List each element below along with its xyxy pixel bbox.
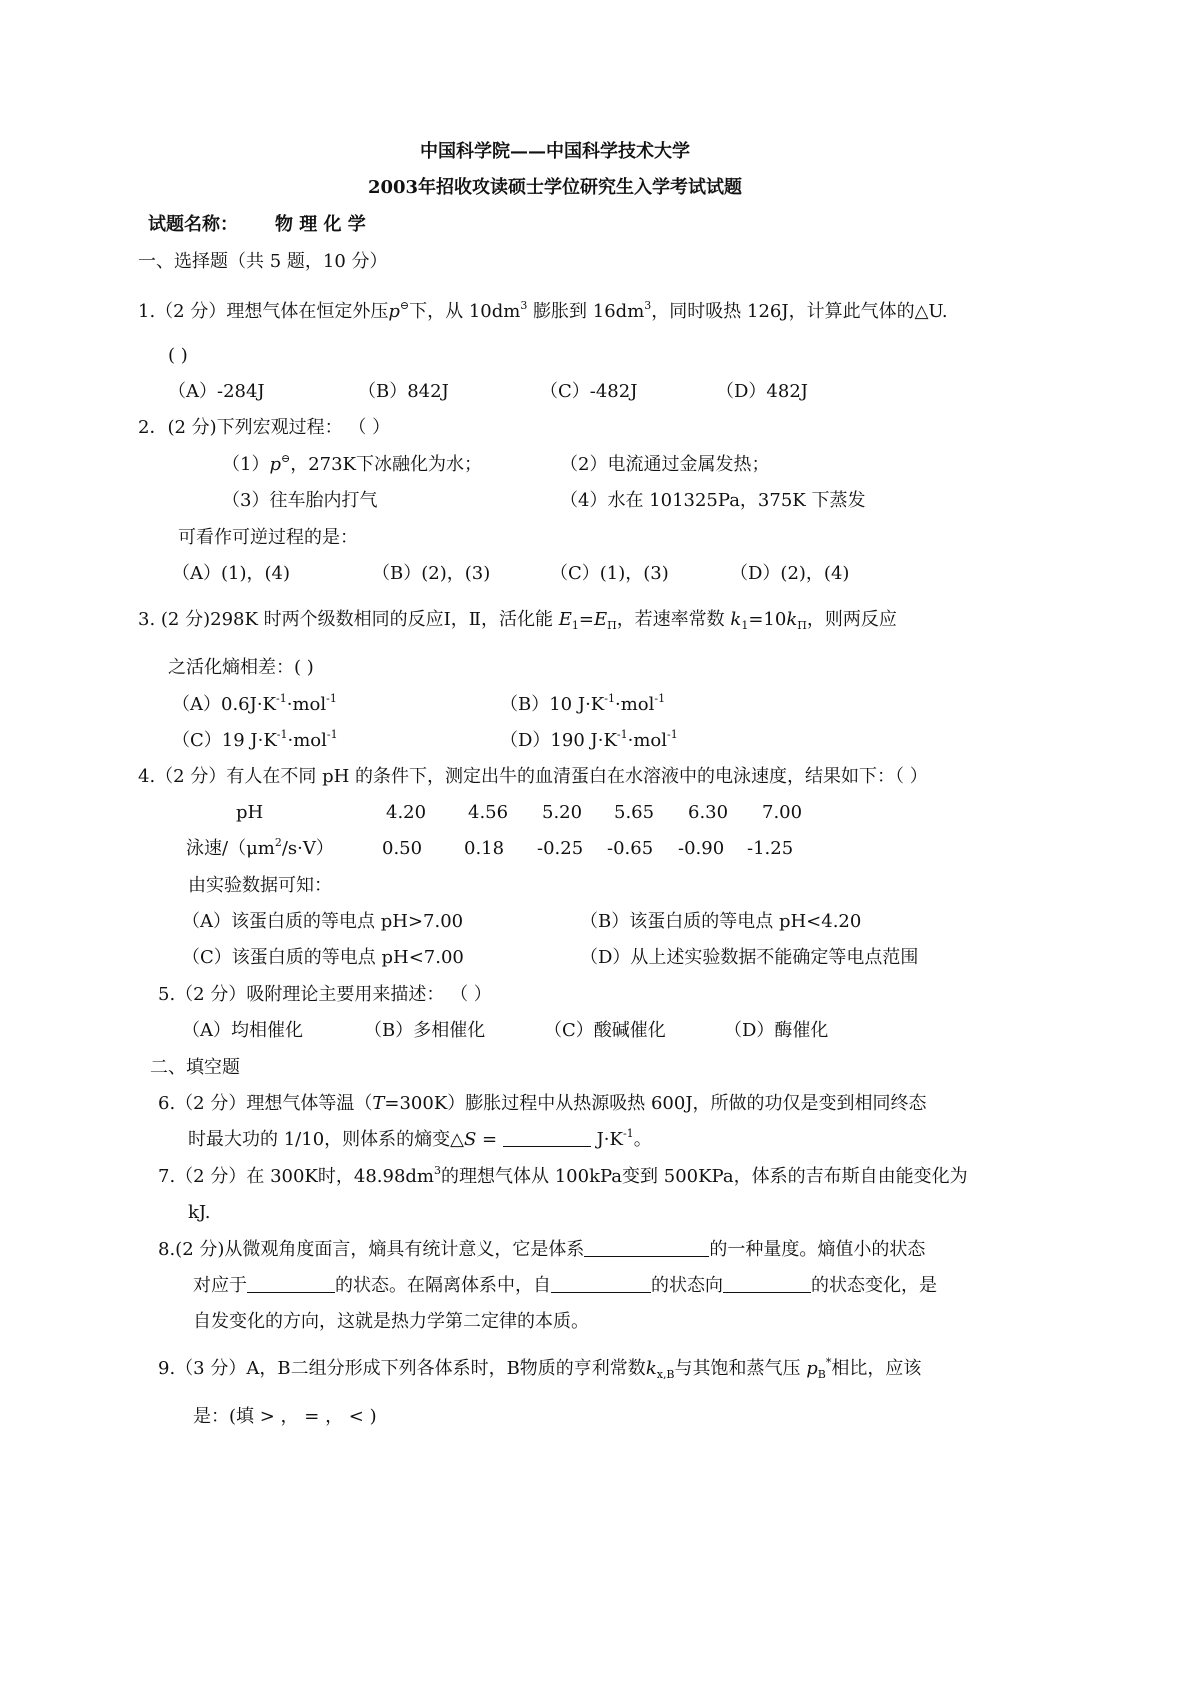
subscript: x,B (656, 1368, 675, 1381)
q4-option-b (580, 910, 861, 934)
q4-ph-value (762, 801, 802, 825)
q5-option-b (364, 1019, 485, 1043)
q3-option-d (500, 729, 678, 753)
text-run: （1） (222, 454, 270, 475)
text-run: （B）(2)，(3) (372, 563, 491, 584)
subscript: Π (797, 619, 807, 632)
q6-line1 (158, 1092, 927, 1116)
text-run: ，则两反应 (806, 609, 897, 630)
text-run: （D）从上述实验数据不能确定等电点范围 (580, 947, 919, 968)
math-symbol: p (806, 1358, 818, 1379)
text-run: （A）(1)，(4) (172, 563, 290, 584)
text-run: 的状态向 (651, 1275, 723, 1296)
q2-option-d (730, 562, 849, 586)
superscript: 2 (274, 836, 282, 849)
text-run: 膨胀到 16dm (527, 301, 645, 322)
q9-line2 (193, 1405, 377, 1429)
q4-velocity-value (678, 837, 724, 861)
q2-prompt (178, 526, 358, 550)
q4-prompt (188, 874, 332, 898)
q4-ph-value (614, 801, 654, 825)
q1-option-c (540, 380, 637, 404)
title-line2: 2003年招收攻读硕士学位研究生入学考试试题 (367, 177, 743, 198)
text-run: 泳速/（μm (186, 838, 275, 859)
text-run: （C）酸碱催化 (544, 1020, 666, 1041)
section1-heading: 一、选择题（共 5 题，10 分） (138, 251, 388, 272)
text-run: （D）190 J·K (500, 730, 617, 751)
text-run: （D）(2)，(4) (730, 563, 850, 584)
subscript: 1 (571, 619, 579, 632)
text-run: 7.00 (762, 802, 803, 823)
text-run: （A）-284J (168, 381, 265, 402)
text-run: （B）多相催化 (364, 1020, 486, 1041)
q3-option-c (172, 729, 338, 753)
q4-option-c (182, 946, 464, 970)
q2-option-a (172, 562, 290, 586)
math-symbol: p (269, 454, 281, 475)
q6-line2 (188, 1128, 652, 1152)
math-symbol: S (463, 1129, 477, 1150)
text-run: -0.90 (678, 838, 725, 859)
text-run: 的理想气体从 100kPa变到 500KPa，体系的吉布斯自由能变化为 (441, 1166, 968, 1187)
q3-stem-cont (168, 656, 314, 680)
q1-stem (138, 300, 948, 324)
superscript: -1 (276, 728, 288, 741)
superscript: -1 (276, 692, 287, 705)
text-run: 的一种量度。熵值小的状态 (709, 1239, 926, 1260)
text-run: ·mol (627, 730, 668, 751)
q4-velocity-value (464, 837, 504, 861)
superscript: * (825, 1356, 832, 1369)
superscript: ⊖ (280, 452, 291, 465)
superscript: 3 (520, 299, 528, 312)
text-run: 4.（2 分）有人在不同 pH 的条件下，测定出牛的血清蛋白在水溶液中的电泳速度，结果如下：（ ） (138, 766, 928, 787)
text-run: （D）482J (716, 381, 809, 402)
q4-option-a (182, 910, 463, 934)
q8-line2 (193, 1274, 937, 1298)
q3-stem (138, 608, 897, 632)
q4-velocity-value (382, 837, 422, 861)
text-run: 的状态。在隔离体系中，自 (335, 1275, 551, 1296)
q4-ph-label (236, 801, 263, 825)
section2-heading: 二、填空题 (150, 1057, 240, 1078)
text-run: -0.65 (607, 838, 654, 859)
text-run: ，同时吸热 126J，计算此气体的△U. (651, 301, 948, 322)
q2-item-3 (222, 489, 377, 513)
text-run: （B）该蛋白质的等电点 pH<4.20 (580, 911, 862, 932)
text-run: （C）该蛋白质的等电点 pH<7.00 (182, 947, 464, 968)
q5-option-d (724, 1019, 828, 1043)
text-run: （C）19 J·K (172, 730, 277, 751)
q4-velocity-label (186, 837, 334, 861)
superscript: -1 (326, 728, 338, 741)
subscript: B (817, 1368, 826, 1381)
text-run: 。 (633, 1129, 652, 1150)
text-run: 0.50 (382, 838, 423, 859)
text-run: 5.20 (542, 802, 583, 823)
text-run: 是：(填 > ， = ， < ) (193, 1406, 377, 1427)
text-run: 时最大功的 1/10，则体系的熵变△ (188, 1129, 464, 1150)
q2-item-4 (560, 489, 865, 513)
math-symbol: k (645, 1358, 657, 1379)
q4-ph-value (688, 801, 728, 825)
text-run: 自发变化的方向，这就是热力学第二定律的本质。 (193, 1311, 589, 1332)
text-run: kJ. (188, 1202, 211, 1223)
text-run: 之活化熵相差：( ) (168, 657, 314, 678)
q2-item-1 (222, 453, 482, 477)
text-run: ·mol (614, 694, 655, 715)
text-run: （C）-482J (540, 381, 638, 402)
text-run: （4）水在 101325Pa，375K 下蒸发 (560, 490, 866, 511)
math-symbol: p (388, 301, 400, 322)
q1-option-a (168, 380, 265, 404)
q1-option-d (716, 380, 808, 404)
text-run: ，若速率常数 (616, 609, 731, 630)
text-run: 与其饱和蒸气压 (674, 1358, 807, 1379)
q3-option-b (500, 693, 665, 717)
superscript: ⊖ (399, 299, 410, 312)
q2-item-2 (560, 453, 769, 477)
answer-blank[interactable] (247, 1274, 335, 1293)
subject-label: 试题名称： (148, 214, 238, 235)
text-run: -1.25 (747, 838, 794, 859)
text-run: 8.(2 分)从微观角度面言，熵具有统计意义，它是体系 (158, 1239, 585, 1260)
q1-answer-paren (168, 344, 188, 368)
superscript: -1 (326, 692, 337, 705)
text-run: 相比，应该 (831, 1358, 922, 1379)
text-run: （A）0.6J·K (172, 694, 277, 715)
text-run: （2）电流通过金属发热； (560, 454, 770, 475)
q5-stem (158, 983, 492, 1007)
text-run: ·mol (286, 694, 327, 715)
text-run: =10 (748, 609, 787, 630)
text-run: /s·V） (281, 838, 334, 859)
subscript: Π (607, 619, 617, 632)
q2-stem (138, 416, 390, 440)
answer-blank[interactable] (584, 1238, 709, 1257)
q4-ph-value (468, 801, 508, 825)
superscript: -1 (622, 1127, 634, 1140)
q4-stem (138, 765, 928, 789)
q5-option-c (544, 1019, 666, 1043)
text-run: -0.25 (537, 838, 584, 859)
superscript: -1 (604, 692, 615, 705)
answer-blank[interactable] (503, 1128, 591, 1147)
title-line1: 中国科学院——中国科学技术大学 (420, 141, 690, 162)
q4-velocity-value (607, 837, 653, 861)
text-run: ( ) (168, 345, 188, 366)
text-run: （D）酶催化 (724, 1020, 829, 1041)
q4-velocity-value (747, 837, 793, 861)
text-run: （3）往车胎内打气 (222, 490, 378, 511)
text-run: J·K (590, 1129, 623, 1150)
text-run: 下，从 10dm (409, 301, 521, 322)
text-run: （A）该蛋白质的等电点 pH>7.00 (182, 911, 464, 932)
text-run: 的状态变化，是 (811, 1275, 937, 1296)
math-symbol: k (730, 609, 742, 630)
q4-ph-value (386, 801, 426, 825)
text-run: 0.18 (464, 838, 505, 859)
text-run: 2．(2 分)下列宏观过程： （ ） (138, 417, 391, 438)
math-symbol: E (593, 609, 608, 630)
text-run: 9.（3 分）A，B二组分形成下列各体系时，B物质的亨利常数 (158, 1358, 646, 1379)
q5-option-a (182, 1019, 303, 1043)
text-run: （B）842J (358, 381, 449, 402)
text-run: 7.（2 分）在 300K时，48.98dm (158, 1166, 434, 1187)
text-run: （B）10 J·K (500, 694, 605, 715)
answer-blank[interactable] (723, 1274, 811, 1293)
q9-line1 (158, 1357, 921, 1381)
text-run: =300K）膨胀过程中从热源吸热 600J，所做的功仅是变到相同终态 (384, 1093, 927, 1114)
q4-option-d (580, 946, 918, 970)
text-run: = (476, 1129, 503, 1150)
subscript: 1 (741, 619, 749, 632)
text-run: （C）(1)，(3) (550, 563, 669, 584)
q4-ph-value (542, 801, 582, 825)
math-symbol: E (558, 609, 572, 630)
text-run: 5.（2 分）吸附理论主要用来描述： （ ） (158, 984, 492, 1005)
superscript: 3 (644, 299, 652, 312)
text-run: pH (236, 802, 264, 823)
q7-line1 (158, 1165, 968, 1189)
q3-option-a (172, 693, 337, 717)
text-run: = (578, 609, 594, 630)
text-run: 4.56 (468, 802, 509, 823)
text-run: 可看作可逆过程的是： (178, 527, 358, 548)
text-run: 3. (2 分)298K 时两个级数相同的反应Ⅰ，Ⅱ，活化能 (138, 609, 559, 630)
q2-option-b (372, 562, 490, 586)
text-run: 6.30 (688, 802, 729, 823)
math-symbol: T (372, 1093, 385, 1114)
text-run: 由实验数据可知： (188, 875, 332, 896)
q8-line3 (193, 1310, 589, 1334)
superscript: 3 (434, 1164, 441, 1177)
text-run: 5.65 (614, 802, 655, 823)
text-run: 1.（2 分）理想气体在恒定外压 (138, 301, 389, 322)
text-run: 4.20 (386, 802, 427, 823)
text-run: ，273K下冰融化为水； (290, 454, 483, 475)
text-run: （A）均相催化 (182, 1020, 303, 1041)
text-run: ·mol (287, 730, 327, 751)
q8-line1 (158, 1238, 925, 1262)
superscript: -1 (654, 692, 666, 705)
text-run: 6.（2 分）理想气体等温（ (158, 1093, 373, 1114)
q2-option-c (550, 562, 669, 586)
superscript: -1 (667, 728, 678, 741)
answer-blank[interactable] (551, 1274, 651, 1293)
q7-line2 (188, 1201, 210, 1225)
q4-velocity-value (537, 837, 583, 861)
subject-name: 物 理 化 学 (275, 214, 366, 235)
superscript: -1 (616, 728, 628, 741)
math-symbol: k (786, 609, 798, 630)
q1-option-b (358, 380, 449, 404)
text-run: 对应于 (193, 1275, 247, 1296)
